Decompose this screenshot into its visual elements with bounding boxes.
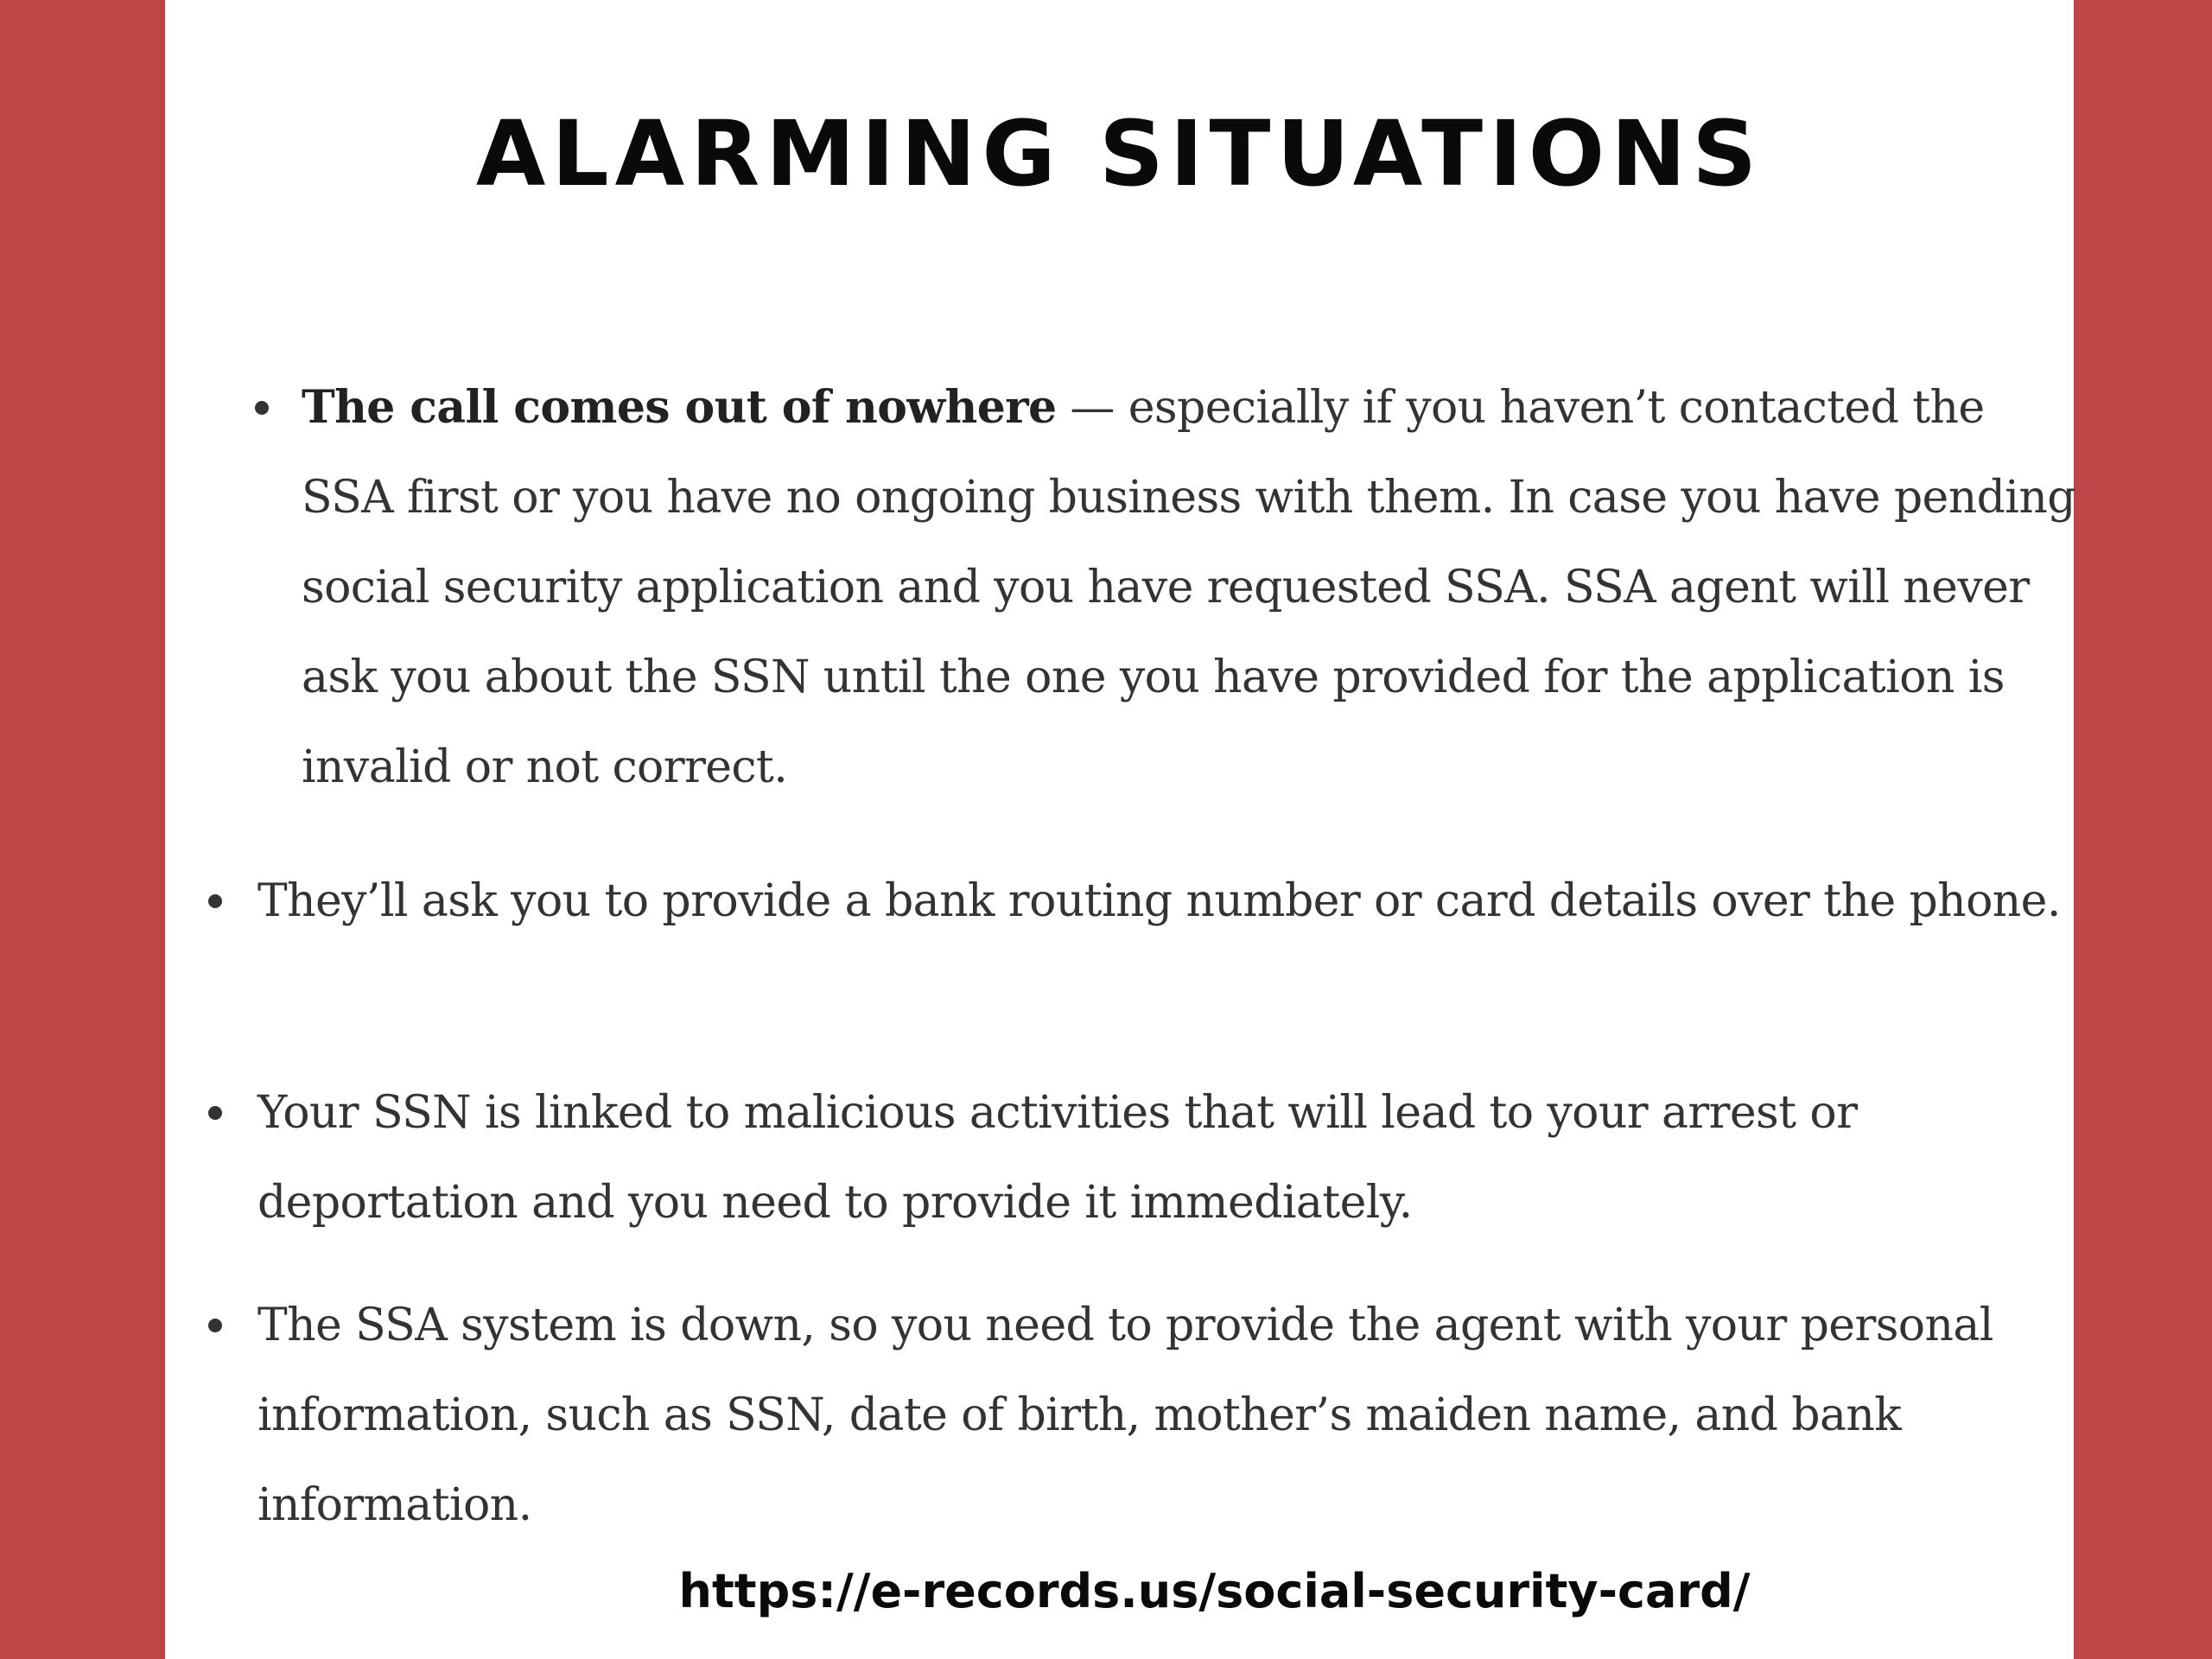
bullet-item-1-emphasis: The call comes out of nowhere — [302, 381, 1057, 434]
slide-title: ALARMING SITUATIONS — [475, 101, 1764, 207]
bullet-dot — [255, 401, 269, 415]
bullet-item-4: The SSA system is down, so you need to provide the agent with your personal information, such as SSN, date of birth, mother’s maiden name, and bank information. — [257, 1300, 1993, 1531]
bullet-item-2: They’ll ask you to provide a bank routing number or card details over the phone. — [257, 875, 2061, 927]
bullet-list — [165, 0, 2074, 1659]
source-url: https://e-records.us/social-security-card/ — [678, 1564, 1751, 1618]
bullet-dot — [208, 1319, 222, 1332]
bullet-item-1 — [302, 363, 2082, 812]
bullet-item-1-text: — especially if you haven’t contacted the SSA first or you have no ongoing business with them. In case you have pending social security application and you have requested SSA. SSA agent will never ask you about the SSN until the one you have provided for the application is invalid or not correct. — [302, 382, 2075, 793]
slide-panel — [165, 0, 2074, 1659]
bullet-dot — [208, 894, 222, 908]
bullet-dot — [208, 1106, 222, 1120]
bullet-item-3: Your SSN is linked to malicious activities that will lead to your arrest or deportation and you need to provide it immediately. — [257, 1087, 1858, 1229]
